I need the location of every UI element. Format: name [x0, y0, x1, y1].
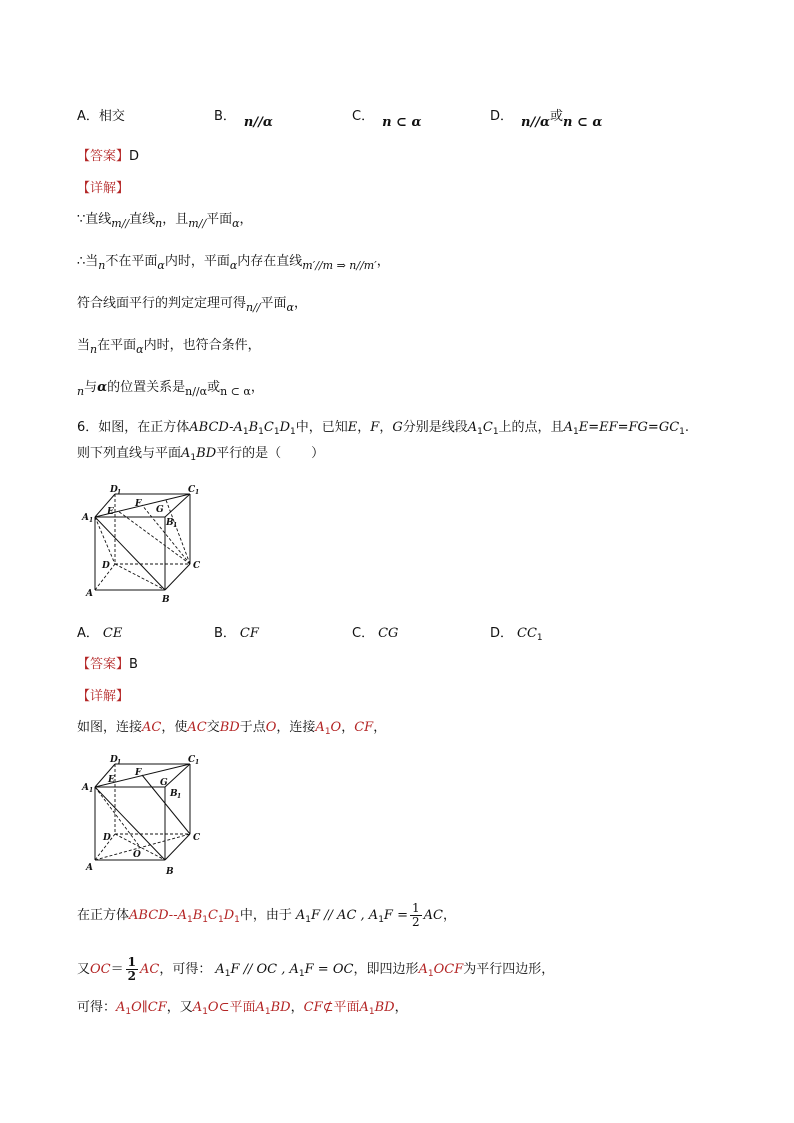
q6-detail-line-4 — [77, 996, 408, 1017]
text-run: D — [110, 485, 118, 495]
text-run: GC — [658, 420, 680, 435]
option-text-2: n ⊂ α — [562, 115, 603, 130]
text-run: A — [116, 1000, 126, 1015]
q5-detail-line-3 — [77, 292, 307, 314]
text-run: A — [86, 589, 93, 599]
text-run: A — [418, 962, 428, 977]
text-run: BD — [196, 446, 217, 461]
text-run: A — [215, 962, 225, 977]
text-run: 1 — [89, 787, 94, 794]
text-run: ， — [341, 720, 355, 735]
text-run: A． — [77, 626, 99, 641]
text-run: 在正方体 — [77, 908, 130, 923]
text-run: ） — [311, 446, 325, 461]
text-run: n//α — [185, 385, 208, 398]
q5-answer — [77, 145, 139, 164]
text-run: CF — [354, 720, 374, 735]
text-run: C — [482, 420, 493, 435]
text-run: 不在平面 — [105, 254, 158, 269]
text-run: 又 — [77, 962, 91, 977]
answer-bracket: 【答案】 — [77, 657, 130, 672]
text-run: n ⊂ α — [220, 385, 251, 398]
text-run: B — [170, 789, 178, 799]
text-run: AC — [423, 908, 443, 923]
text-run: D． — [490, 626, 514, 641]
q6-detail-line-1 — [77, 716, 386, 737]
option-text: n//α — [243, 115, 273, 130]
text-run: FG — [628, 420, 648, 435]
q5-option-c — [352, 105, 422, 130]
text-run: CC — [517, 626, 537, 641]
q6-stem-line-2 — [77, 442, 324, 463]
text-run: 中，已知 — [295, 420, 348, 435]
text-run: 1 — [242, 427, 249, 437]
text-run: 1 — [264, 1007, 271, 1017]
text-run: A — [181, 446, 191, 461]
text-run: CG — [378, 626, 399, 641]
text-run: ，又 — [166, 1000, 193, 1015]
q6-stem-line-1 — [77, 416, 689, 437]
text-run: OCF — [433, 962, 464, 977]
text-run: E — [108, 775, 115, 785]
text-run: ， — [379, 420, 393, 435]
text-run: C． — [352, 626, 375, 641]
option-text: n ⊂ α — [382, 115, 422, 130]
text-run: CF⊄ — [303, 1000, 334, 1015]
text-run: B． — [214, 626, 236, 641]
text-run: α — [157, 259, 165, 272]
text-run: 1 — [258, 427, 264, 437]
text-run: ，使 — [161, 720, 188, 735]
text-run: 1 — [117, 489, 122, 496]
text-run: C — [263, 420, 274, 435]
text-run: 1 — [536, 633, 543, 643]
text-run: 平面 — [229, 1000, 256, 1015]
q5-detail-line-5 — [77, 376, 264, 398]
text-run: F // AC , A — [311, 908, 379, 923]
text-run: A — [82, 513, 89, 523]
q6-answer — [77, 653, 138, 672]
text-run: 如图，连接 — [77, 720, 143, 735]
text-run: 1 — [202, 1007, 208, 1017]
text-run: 于点 — [239, 720, 266, 735]
text-run: 1 — [234, 915, 240, 925]
q6-option-d — [490, 622, 543, 643]
text-run: F — [135, 768, 142, 778]
text-run: D — [110, 755, 118, 765]
text-run: 内时，也符合条件， — [143, 338, 261, 353]
text-run: AC — [142, 720, 162, 735]
text-run: O — [330, 720, 342, 735]
text-run: 内存在直线 — [237, 254, 303, 269]
text-run: 1 — [477, 427, 483, 437]
q5-detail-line-2 — [77, 250, 390, 272]
answer-value: B — [129, 657, 138, 672]
text-run: A — [563, 420, 573, 435]
text-run: . — [684, 420, 690, 435]
text-run: ， — [250, 380, 264, 395]
text-run: BD — [270, 1000, 291, 1015]
text-run: BD — [219, 720, 240, 735]
text-run: 1 — [305, 915, 312, 925]
q6-option-c — [352, 622, 398, 641]
text-run: 1 — [492, 427, 499, 437]
cube-figure-1 — [80, 482, 210, 607]
option-letter: C． — [352, 109, 375, 124]
text-run: 1 — [195, 759, 200, 766]
text-run: A — [82, 783, 89, 793]
text-run: m// — [111, 217, 130, 230]
text-run: G — [160, 778, 168, 788]
text-run: EF — [599, 420, 618, 435]
text-run: 分别是线段 — [402, 420, 468, 435]
q6-option-a — [77, 622, 122, 641]
text-run: 2 — [411, 915, 420, 929]
text-run: C — [193, 561, 201, 571]
text-run: 1 — [217, 915, 224, 925]
text-run: B — [192, 908, 203, 923]
text-run: 交 — [206, 720, 220, 735]
text-run: F = — [383, 908, 408, 923]
text-run: 1 — [89, 517, 94, 524]
text-run: E — [107, 507, 114, 517]
text-run: A — [295, 908, 306, 923]
text-run: 与 — [84, 380, 98, 395]
text-run: ， — [357, 420, 371, 435]
text-run: 在平面 — [97, 338, 137, 353]
q6-detail-heading: 【详解】 — [77, 689, 130, 704]
text-run: 1 — [324, 727, 331, 737]
text-run: BD — [374, 1000, 395, 1015]
text-run: E — [347, 420, 358, 435]
text-run: O∥CF — [131, 1000, 167, 1015]
option-letter: D． — [490, 109, 514, 124]
text-run: C — [193, 833, 201, 843]
fraction-one-half — [410, 902, 422, 929]
q6-detail-line-3 — [77, 956, 554, 983]
text-run: A — [467, 420, 478, 435]
text-run: 1 — [177, 793, 182, 800]
text-run: 1 — [117, 759, 122, 766]
text-run: 1 — [273, 427, 280, 437]
text-run: C — [188, 755, 196, 765]
text-run: m′//m ⇒ n//m′ — [302, 259, 377, 272]
answer-bracket: 【答案】 — [77, 149, 130, 164]
text-run: 1 — [125, 1007, 132, 1017]
text-run: ，且 — [162, 212, 189, 227]
text-run: A — [192, 1000, 203, 1015]
text-run: α — [232, 217, 240, 230]
text-run: 1 — [202, 915, 209, 925]
q5-detail-heading: 【详解】 — [77, 181, 130, 196]
text-run: CF — [239, 626, 259, 641]
q6-option-b — [214, 622, 259, 641]
text-run: 1 — [298, 969, 305, 979]
text-run: 则下列直线与平面 — [77, 446, 182, 461]
text-run: ＝ — [110, 962, 124, 977]
answer-value: D — [129, 149, 140, 164]
text-run: ∴当 — [77, 254, 99, 269]
text-run: 中，由于 — [239, 908, 292, 923]
text-run: 1 — [186, 915, 193, 925]
option-text-1: n//α — [521, 115, 550, 130]
text-run: C — [208, 908, 218, 923]
text-run: 1 — [173, 522, 178, 529]
text-run: A — [255, 1000, 265, 1015]
text-run: D — [102, 561, 110, 571]
text-run: ， — [394, 1000, 408, 1015]
text-run: 1 — [679, 427, 685, 437]
text-run: A — [315, 720, 325, 735]
text-run: AC — [187, 720, 207, 735]
text-run: A — [86, 863, 93, 873]
text-run: n — [77, 385, 85, 398]
text-run: α — [97, 380, 108, 395]
text-run: 上的点，且 — [498, 420, 564, 435]
text-run: G — [156, 505, 164, 515]
text-run: α — [136, 343, 144, 356]
text-run: D — [103, 833, 111, 843]
text-run: ABCD-A — [189, 420, 243, 435]
text-run: 平行的是（ — [216, 446, 282, 461]
text-run: ，可得： — [159, 962, 212, 977]
q6-detail-line-2 — [77, 902, 456, 929]
text-run: 1 — [378, 915, 384, 925]
text-run: AC — [140, 962, 160, 977]
text-run: 的位置关系是 — [107, 380, 186, 395]
text-run: = — [588, 420, 600, 435]
text-run: ， — [376, 254, 390, 269]
text-run: C — [188, 485, 196, 495]
text-run: F — [370, 420, 380, 435]
q5-option-b — [214, 105, 273, 130]
text-run: F = OC — [304, 962, 354, 977]
text-run: B — [248, 420, 259, 435]
text-run: 1 — [427, 969, 434, 979]
option-text: 相交 — [98, 109, 125, 124]
text-run: ， — [442, 908, 456, 923]
text-run: B — [166, 867, 174, 877]
text-run: 1 — [368, 1007, 375, 1017]
text-run: 内时，平面 — [164, 254, 230, 269]
text-run: n — [155, 217, 163, 230]
q5-detail-line-4 — [77, 334, 261, 356]
q5-detail-line-1 — [77, 208, 253, 230]
text-run: m// — [188, 217, 207, 230]
text-run: O — [265, 720, 277, 735]
text-run: O⊂ — [207, 1000, 230, 1015]
text-run: n// — [246, 301, 261, 314]
text-run: = — [647, 420, 659, 435]
fraction-one-half — [126, 956, 138, 983]
text-run: = — [617, 420, 629, 435]
text-run: ， — [239, 212, 253, 227]
text-run: 2 — [127, 969, 136, 983]
text-run: ∵直线 — [77, 212, 112, 227]
text-run: 平面 — [333, 1000, 360, 1015]
option-or: 或 — [549, 109, 563, 124]
cube-figure-2 — [80, 752, 210, 879]
text-run: α — [286, 301, 294, 314]
text-run: D — [279, 420, 291, 435]
text-run: 1 — [572, 427, 579, 437]
text-run: ， — [290, 1000, 304, 1015]
text-run: n — [98, 259, 106, 272]
q5-option-d — [490, 105, 603, 130]
text-run: ，连接 — [276, 720, 316, 735]
text-run: 符合线面平行的判定定理可得 — [77, 296, 247, 311]
text-run: 当 — [77, 338, 91, 353]
text-run: ， — [373, 720, 387, 735]
text-run: A — [359, 1000, 369, 1015]
option-letter: A． — [77, 109, 99, 124]
text-run: 1 — [411, 901, 420, 915]
text-run: 平面 — [206, 212, 233, 227]
text-run: G — [392, 420, 403, 435]
text-run: B — [162, 595, 170, 605]
text-run: ，即四边形 — [353, 962, 419, 977]
text-run: 1 — [195, 489, 200, 496]
text-run: 为平行四边形， — [463, 962, 555, 977]
text-run: 1 — [290, 427, 296, 437]
text-run: 可得： — [77, 1000, 117, 1015]
text-run: E — [578, 420, 589, 435]
option-letter: B． — [214, 109, 236, 124]
text-run: 平面 — [260, 296, 287, 311]
text-run: O — [133, 850, 141, 860]
text-run: B — [166, 518, 174, 528]
text-run: D — [223, 908, 235, 923]
text-run: ， — [293, 296, 307, 311]
text-run: OC — [90, 962, 111, 977]
text-run: n — [90, 343, 98, 356]
q5-option-a — [77, 105, 125, 124]
text-run: 1 — [127, 955, 136, 969]
text-run: α — [229, 259, 238, 272]
text-run: F // OC , A — [230, 962, 299, 977]
text-run: 6．如图，在正方体 — [77, 420, 190, 435]
text-run: ABCD--A — [129, 908, 187, 923]
text-run: 或 — [207, 380, 221, 395]
text-run: 直线 — [129, 212, 156, 227]
text-run: CE — [102, 626, 123, 641]
text-run: 1 — [190, 453, 197, 463]
text-run: F — [135, 499, 142, 509]
text-run: 1 — [224, 969, 231, 979]
